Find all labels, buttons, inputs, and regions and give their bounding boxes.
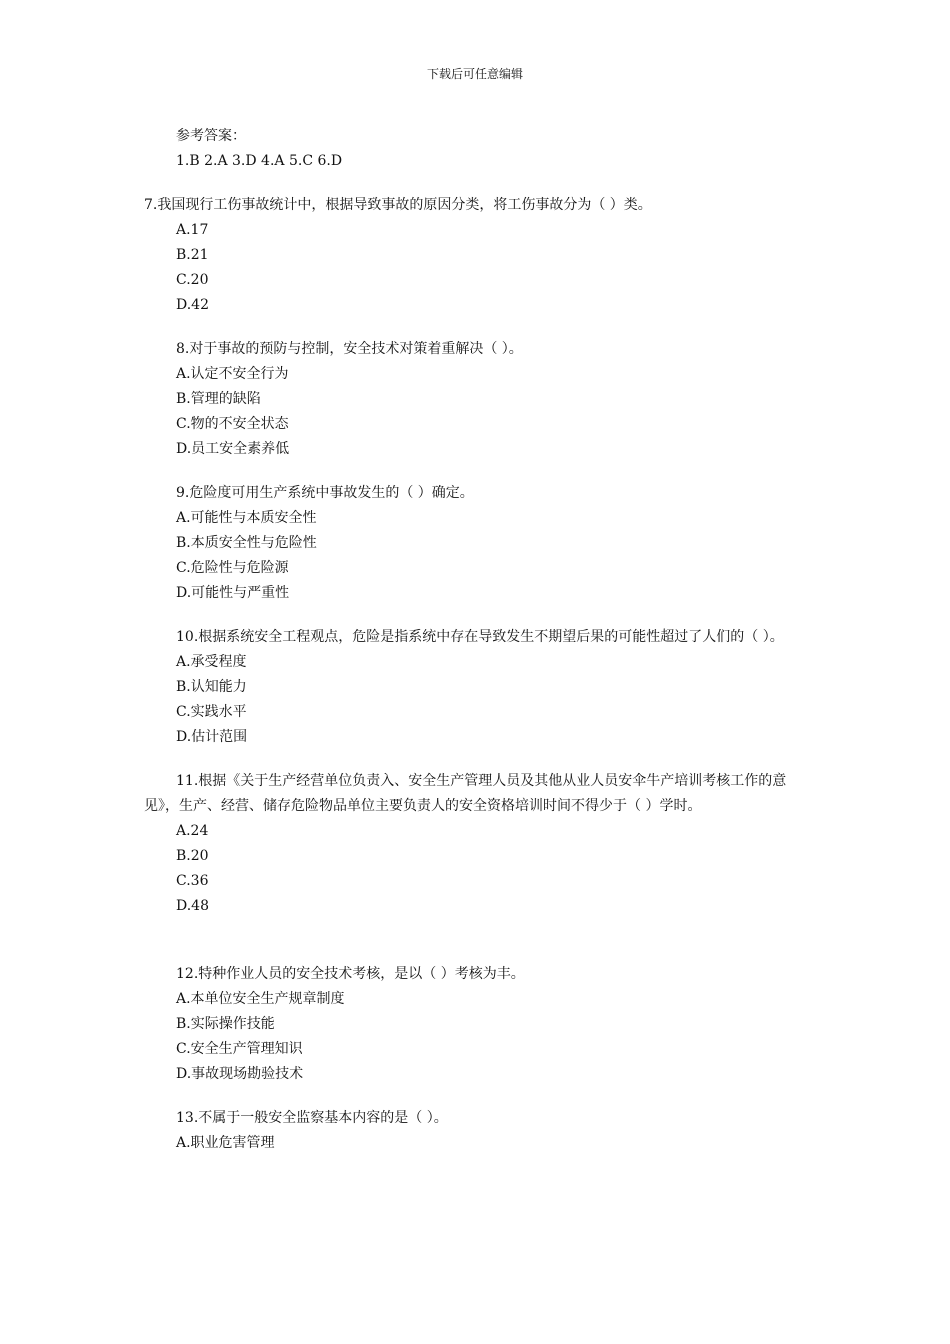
option: D.42 bbox=[176, 297, 209, 313]
option: C.实践水平 bbox=[176, 704, 247, 720]
question-stem: 10.根据系统安全工程观点，危险是指系统中存在导致发生不期望后果的可能性超过了人们的（ ）。 bbox=[176, 629, 784, 645]
question-stem: 12.特种作业人员的安全技术考核，是以（ ）考核为丰。 bbox=[176, 966, 525, 982]
option: A.本单位安全生产规章制度 bbox=[176, 991, 345, 1007]
option: D.48 bbox=[176, 898, 209, 914]
option: B.实际操作技能 bbox=[176, 1016, 275, 1032]
question-8 bbox=[144, 337, 812, 462]
question-stem: 8.对于事故的预防与控制，安全技术对策着重解决（ ）。 bbox=[176, 341, 523, 357]
question-stem: 11.根据《关于生产经营单位负责入、安全生产管理人员及其他从业人员安伞牛产培训考核工作的意见》，生产、经营、储存危险物品单位主要负责人的安全资格培训时间不得少于（ ）学时。 bbox=[144, 773, 787, 814]
option: D.员工安全素养低 bbox=[176, 441, 290, 457]
option: C.20 bbox=[176, 272, 209, 288]
option: B.21 bbox=[176, 247, 209, 263]
document-body bbox=[144, 124, 812, 1156]
option: A.17 bbox=[176, 222, 209, 238]
option: A.职业危害管理 bbox=[176, 1135, 275, 1151]
option: B.20 bbox=[176, 848, 209, 864]
question-7 bbox=[144, 193, 812, 318]
option: B.管理的缺陷 bbox=[176, 391, 261, 407]
option: D.可能性与严重性 bbox=[176, 585, 290, 601]
option: C.36 bbox=[176, 873, 209, 889]
page-header: 下载后可任意编辑 bbox=[426, 67, 523, 81]
option: C.物的不安全状态 bbox=[176, 416, 289, 432]
question-9 bbox=[144, 481, 812, 606]
question-12 bbox=[144, 962, 812, 1087]
option: A.认定不安全行为 bbox=[176, 366, 289, 382]
option: B.认知能力 bbox=[176, 679, 247, 695]
option: B.本质安全性与危险性 bbox=[176, 535, 317, 551]
answers-text: 1.B 2.A 3.D 4.A 5.C 6.D bbox=[176, 153, 343, 169]
question-stem: 7.我国现行工伤事故统计中，根据导致事故的原因分类，将工伤事故分为（ ）类。 bbox=[144, 197, 652, 213]
answers-label: 参考答案： bbox=[176, 128, 246, 144]
question-stem: 13.不属于一般安全监察基本内容的是（ ）。 bbox=[176, 1110, 448, 1126]
option: A.可能性与本质安全性 bbox=[176, 510, 317, 526]
question-stem: 9.危险度可用生产系统中事故发生的（ ）确定。 bbox=[176, 485, 474, 501]
option: A.24 bbox=[176, 823, 209, 839]
question-10 bbox=[144, 625, 812, 750]
question-13 bbox=[144, 1106, 812, 1156]
option: D.事故现场勘验技术 bbox=[176, 1066, 304, 1082]
question-11 bbox=[144, 769, 812, 919]
option: A.承受程度 bbox=[176, 654, 247, 670]
option: C.危险性与危险源 bbox=[176, 560, 289, 576]
option: C.安全生产管理知识 bbox=[176, 1041, 303, 1057]
option: D.估计范围 bbox=[176, 729, 248, 745]
